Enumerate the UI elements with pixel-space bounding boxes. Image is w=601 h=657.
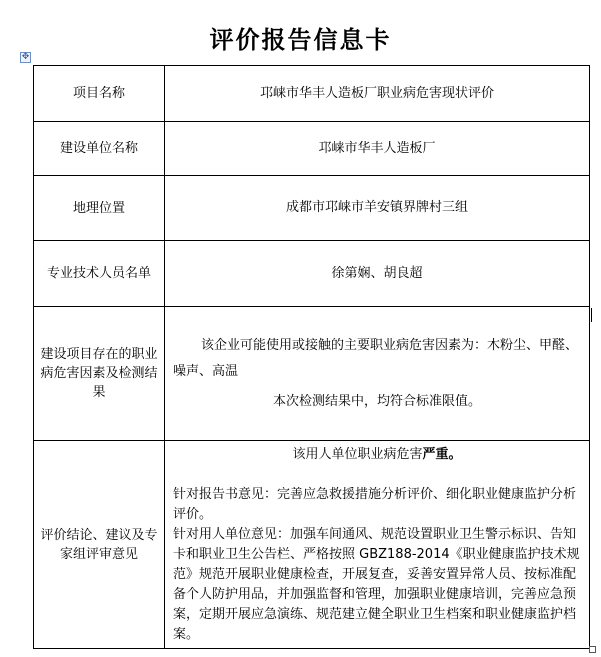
project-name-value: 邛崃市华丰人造板厂职业病危害现状评价 xyxy=(165,66,590,122)
table-row xyxy=(34,176,590,241)
conclusion-value xyxy=(165,441,590,649)
table-row xyxy=(34,441,590,649)
table-row xyxy=(34,122,590,176)
location-label: 地理位置 xyxy=(34,176,165,241)
conclusion-label: 评价结论、建议及专家组评审意见 xyxy=(34,441,165,649)
project-name-label: 项目名称 xyxy=(34,66,165,122)
table-row xyxy=(34,307,590,441)
table-row xyxy=(34,241,590,307)
hazard-factors-text: 该企业可能使用或接触的主要职业病危害因素为：木粉尘、甲醛、噪声、高温 xyxy=(173,337,579,379)
detection-result-text: 本次检测结果中，均符合标准限值。 xyxy=(272,393,481,409)
unit-name-value: 邛崃市华丰人造板厂 xyxy=(165,122,590,176)
conclusion-prefix: 该用人单位职业病危害 xyxy=(292,447,423,462)
page-title: 评价报告信息卡 xyxy=(209,25,392,54)
text-cursor xyxy=(591,308,592,322)
conclusion-line xyxy=(173,445,581,465)
hazard-factors-value xyxy=(165,307,590,441)
staff-list-value: 徐第娴、胡良超 xyxy=(165,241,590,307)
staff-list-label: 专业技术人员名单 xyxy=(34,241,165,307)
employer-opinion-text: 针对用人单位意见：加强车间通风、规范设置职业卫生警示标识、告知卡和职业卫生公告栏、严格按照 GBZ188-2014《职业健康监护技术规范》规范开展职业健康检查，开展复查，妥善安置异常人员、按标准配备个人防护用品，并加强监督和管理，加强职业健康培训，完善应急预案，定期开展应急演练、规范建立健全职业卫生档案和职业健康监护档案。 xyxy=(173,527,580,642)
table-move-handle-icon[interactable]: ✥ xyxy=(21,52,30,62)
hazard-factors-label: 建设项目存在的职业病危害因素及检测结果 xyxy=(34,307,165,441)
table-row xyxy=(34,66,590,122)
location-value: 成都市邛崃市羊安镇界牌村三组 xyxy=(165,176,590,241)
unit-name-label: 建设单位名称 xyxy=(34,122,165,176)
conclusion-emphasis: 严重。 xyxy=(422,447,462,462)
table-resize-handle[interactable] xyxy=(589,646,596,653)
info-card-table xyxy=(33,65,590,649)
report-opinion-text: 针对报告书意见：完善应急救援措施分析评价、细化职业健康监护分析评价。 xyxy=(173,487,577,522)
